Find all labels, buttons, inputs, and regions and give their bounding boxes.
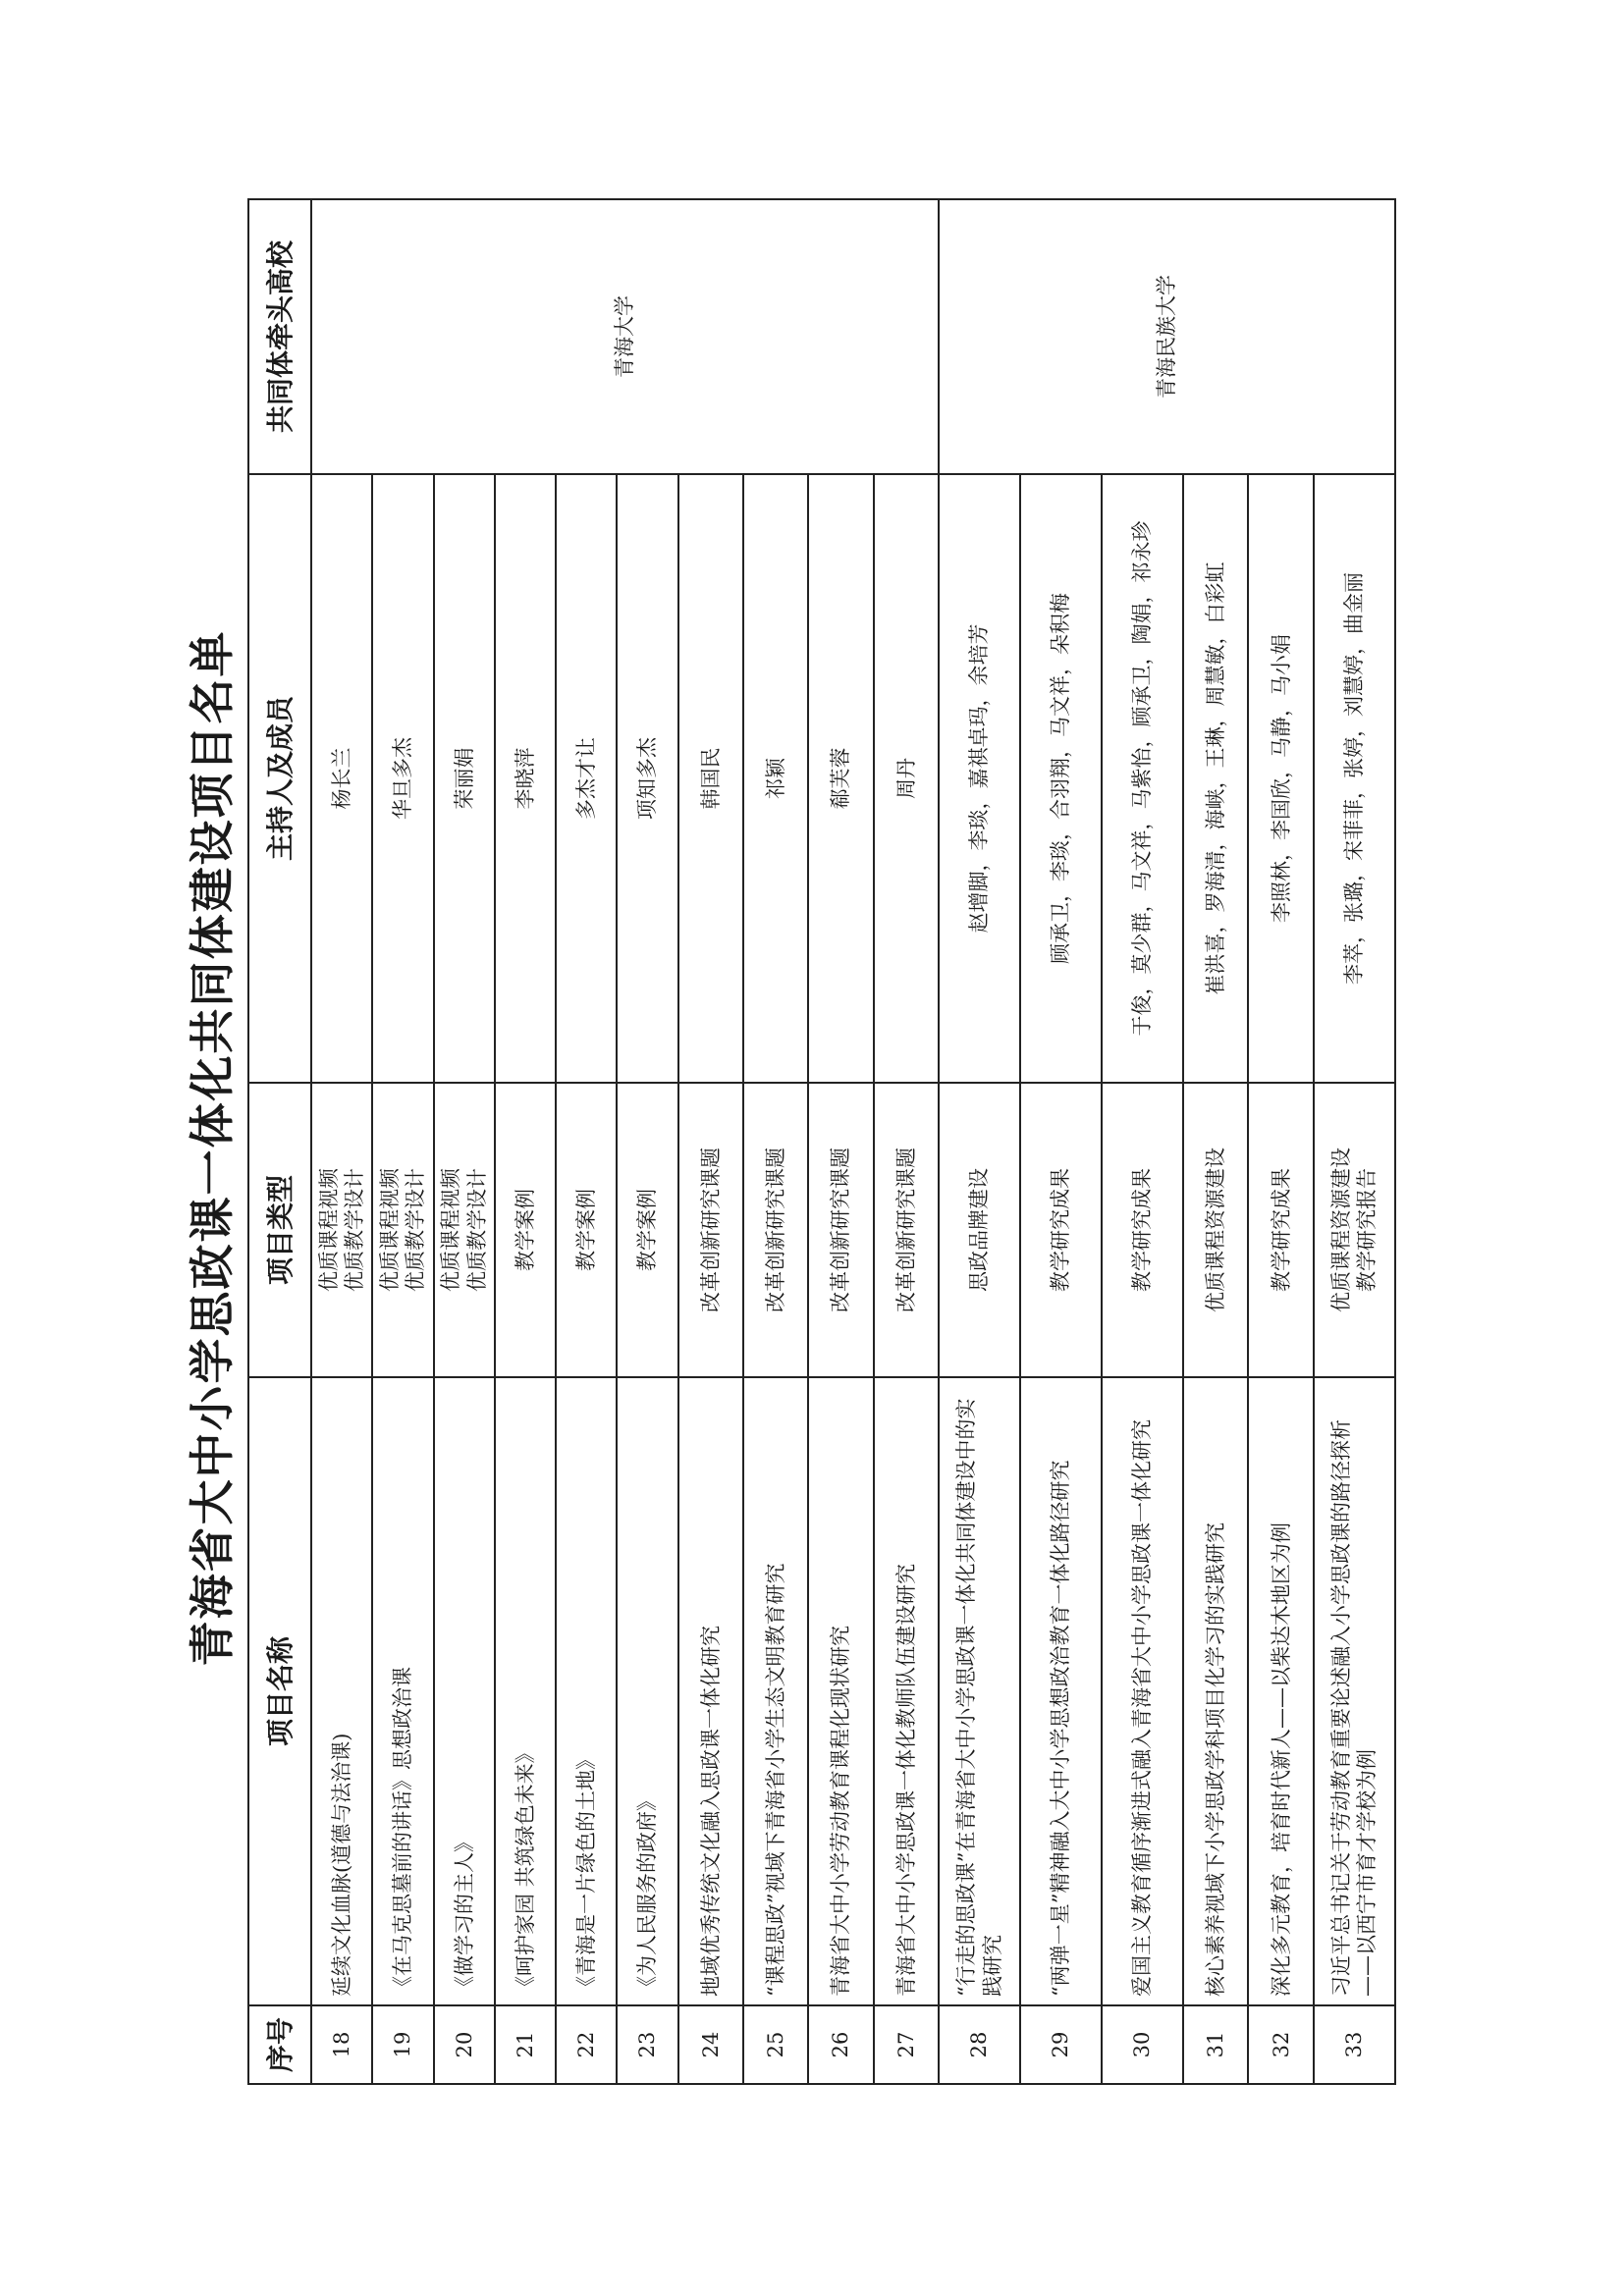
table-row xyxy=(1102,199,1183,2084)
members-cell: 李晓萍 xyxy=(495,474,556,1083)
project-name-cell: 习近平总书记关于劳动教育重要论述融入小学思政课的路径探析——以西宁市育才学校为例 xyxy=(1314,1377,1395,2005)
row-number: 26 xyxy=(808,2005,873,2084)
header-members: 主持人及成员 xyxy=(248,474,311,1083)
project-name-cell: “两弹一星”精神融入大中小学思想政治教育一体化路径研究 xyxy=(1020,1377,1102,2005)
project-name-cell: 青海省大中小学思政课一体化教师队伍建设研究 xyxy=(874,1377,939,2005)
project-type-cell: 优质课程视频 优质教学设计 xyxy=(311,1083,372,1377)
project-type-cell: 优质课程视频 优质教学设计 xyxy=(372,1083,433,1377)
members-cell: 杨长兰 xyxy=(311,474,372,1083)
table-row xyxy=(617,199,677,2084)
members-cell: 李萃，张璐，宋菲菲，张婷，刘慧婷，曲金丽 xyxy=(1314,474,1395,1083)
table-row xyxy=(874,199,939,2084)
project-name-cell: 地域优秀传统文化融入思政课一体化研究 xyxy=(678,1377,743,2005)
row-number: 28 xyxy=(939,2005,1020,2084)
members-cell: 李照林，李国欣，马静，马小娟 xyxy=(1248,474,1313,1083)
members-cell: 周丹 xyxy=(874,474,939,1083)
table-row xyxy=(495,199,556,2084)
row-number: 21 xyxy=(495,2005,556,2084)
row-number: 25 xyxy=(743,2005,808,2084)
table-body xyxy=(311,199,1395,2084)
document-title: 青海省大中小学思政课一体化共同体建设项目名单 xyxy=(186,629,239,1667)
table-row xyxy=(1183,199,1248,2084)
members-cell: 郗芙蓉 xyxy=(808,474,873,1083)
members-cell: 崔洪喜，罗海清，海峡，王琳，周慧敏，白彩虹 xyxy=(1183,474,1248,1083)
project-type-cell: 改革创新研究课题 xyxy=(874,1083,939,1377)
row-number: 20 xyxy=(434,2005,495,2084)
members-cell: 顾承卫，李琰，合羽翔，马文祥，朵积梅 xyxy=(1020,474,1102,1083)
project-name-cell: 核心素养视域下小学思政学科项目化学习的实践研究 xyxy=(1183,1377,1248,2005)
project-type-cell: 教学案例 xyxy=(495,1083,556,1377)
project-type-cell: 教学研究成果 xyxy=(1020,1083,1102,1377)
header-lead-school: 共同体牵头高校 xyxy=(248,199,311,474)
row-number: 29 xyxy=(1020,2005,1102,2084)
members-cell: 于俊，莫少群，马文祥，马紫怡，顾承卫，陶娟，祁永珍 xyxy=(1102,474,1183,1083)
row-number: 19 xyxy=(372,2005,433,2084)
project-type-cell: 改革创新研究课题 xyxy=(808,1083,873,1377)
row-number: 18 xyxy=(311,2005,372,2084)
project-type-cell: 改革创新研究课题 xyxy=(743,1083,808,1377)
table-row xyxy=(1248,199,1313,2084)
row-number: 22 xyxy=(556,2005,617,2084)
project-name-cell: “行走的思政课”在青海省大中小学思政课一体化共同体建设中的实践研究 xyxy=(939,1377,1020,2005)
table-row xyxy=(1314,199,1395,2084)
project-name-cell: 《为人民服务的政府》 xyxy=(617,1377,677,2005)
project-type-cell: 教学案例 xyxy=(617,1083,677,1377)
project-name-cell: 爱国主义教育循序渐进式融入青海省大中小学思政课一体化研究 xyxy=(1102,1377,1183,2005)
members-cell: 多杰才让 xyxy=(556,474,617,1083)
row-number: 33 xyxy=(1314,2005,1395,2084)
project-name-cell: 《做学习的主人》 xyxy=(434,1377,495,2005)
row-number: 32 xyxy=(1248,2005,1313,2084)
project-type-cell: 教学案例 xyxy=(556,1083,617,1377)
project-list-table xyxy=(247,198,1396,2085)
project-type-cell: 教学研究成果 xyxy=(1102,1083,1183,1377)
members-cell: 华旦多杰 xyxy=(372,474,433,1083)
project-type-cell: 改革创新研究课题 xyxy=(678,1083,743,1377)
table-row xyxy=(743,199,808,2084)
project-type-cell: 优质课程资源建设 xyxy=(1183,1083,1248,1377)
table-row xyxy=(939,199,1020,2084)
table-row xyxy=(372,199,433,2084)
row-number: 24 xyxy=(678,2005,743,2084)
lead-school-cell: 青海大学 xyxy=(311,199,939,474)
members-cell: 项知多杰 xyxy=(617,474,677,1083)
row-number: 31 xyxy=(1183,2005,1248,2084)
project-type-cell: 优质课程资源建设 教学研究报告 xyxy=(1314,1083,1395,1377)
project-name-cell: 深化多元教育，培育时代新人——以柴达木地区为例 xyxy=(1248,1377,1313,2005)
table-row xyxy=(434,199,495,2084)
members-cell: 赵增脚，李琰，嘉祺卓玛，余培芳 xyxy=(939,474,1020,1083)
lead-school-cell: 青海民族大学 xyxy=(939,199,1395,474)
table-row xyxy=(311,199,372,2084)
table-row xyxy=(1020,199,1102,2084)
table-row xyxy=(808,199,873,2084)
project-type-cell: 教学研究成果 xyxy=(1248,1083,1313,1377)
table-row xyxy=(556,199,617,2084)
project-name-cell: 延续文化血脉(道德与法治课) xyxy=(311,1377,372,2005)
project-type-cell: 思政品牌建设 xyxy=(939,1083,1020,1377)
header-project-type: 项目类型 xyxy=(248,1083,311,1377)
project-name-cell: 青海省大中小学劳动教育课程化现状研究 xyxy=(808,1377,873,2005)
row-number: 23 xyxy=(617,2005,677,2084)
members-cell: 荣丽娟 xyxy=(434,474,495,1083)
project-type-cell: 优质课程视频 优质教学设计 xyxy=(434,1083,495,1377)
header-project-name: 项目名称 xyxy=(248,1377,311,2005)
project-name-cell: 《呵护家园 共筑绿色未来》 xyxy=(495,1377,556,2005)
table-row xyxy=(678,199,743,2084)
row-number: 30 xyxy=(1102,2005,1183,2084)
members-cell: 韩国民 xyxy=(678,474,743,1083)
table-header-row xyxy=(248,199,311,2084)
row-number: 27 xyxy=(874,2005,939,2084)
project-name-cell: 《在马克思墓前的讲话》思想政治课 xyxy=(372,1377,433,2005)
project-name-cell: 《青海是一片绿色的土地》 xyxy=(556,1377,617,2005)
header-number: 序号 xyxy=(248,2005,311,2084)
project-name-cell: “课程思政”视域下青海省小学生态文明教育研究 xyxy=(743,1377,808,2005)
members-cell: 祁颖 xyxy=(743,474,808,1083)
